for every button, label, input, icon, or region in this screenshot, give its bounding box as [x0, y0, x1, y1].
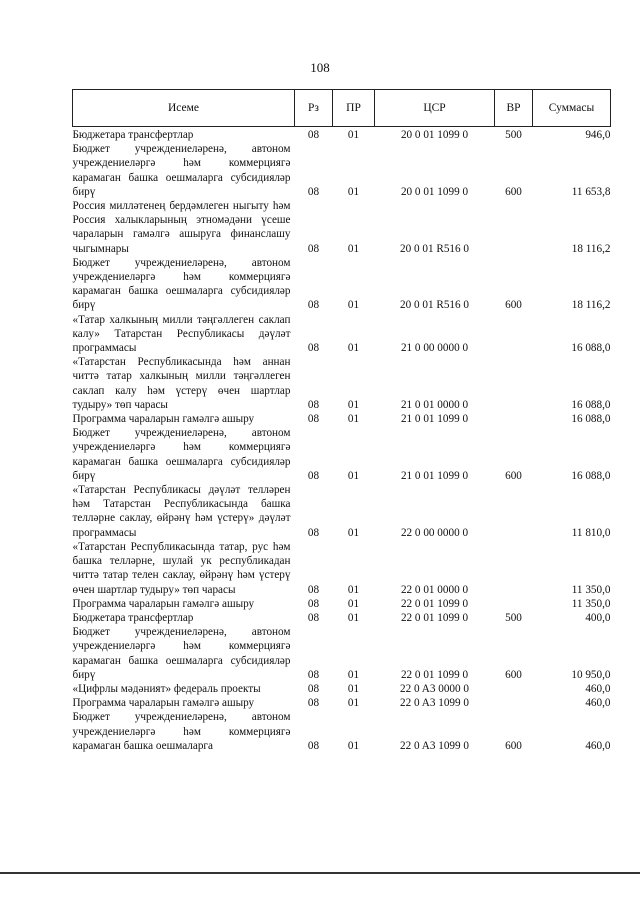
row-pr: 01	[347, 583, 360, 596]
row-pr: 01	[347, 668, 360, 681]
row-rz: 08	[307, 129, 320, 141]
row-csr: 22 0 01 1099 0	[400, 668, 469, 681]
row-name: Бюджет учреждениеләренә, автоном учреждениеләргә һәм коммерциягә карамаган башка оешмаларга	[72, 711, 291, 752]
table-row	[73, 426, 611, 483]
row-name: «Татар халкының милли тәңгәллеген саклап калу» Татарстан Республикасы дәүләт программасы	[72, 313, 291, 355]
row-name: Россия милләтенең бердәмлеген ныгыту һәм Россия халыкларының этномәдәни үсеше чараларын гамәлгә ашыруга финанслашу чыгымнары	[72, 200, 291, 255]
row-sum: 11 653,8	[571, 185, 611, 198]
row-sum: 16 088,0	[571, 413, 611, 426]
row-csr: 21 0 01 1099 0	[400, 413, 469, 426]
row-sum: 18 116,2	[571, 242, 611, 255]
table-row	[73, 597, 611, 611]
row-rz: 08	[307, 697, 320, 710]
row-csr: 22 0 A3 1099 0	[400, 739, 469, 752]
row-name: Программа чараларын гамәлгә ашыру	[72, 597, 255, 610]
header-pr: ПР	[333, 90, 375, 127]
row-vr	[495, 313, 533, 356]
row-csr: 22 0 01 1099 0	[400, 611, 469, 624]
row-vr	[495, 696, 533, 710]
row-vr: 600	[505, 185, 522, 198]
row-rz: 08	[307, 413, 320, 426]
row-pr: 01	[347, 739, 360, 752]
table-row	[73, 540, 611, 597]
table-row	[73, 142, 611, 199]
row-sum: 400,0	[585, 611, 611, 624]
row-csr: 21 0 01 1099 0	[400, 469, 469, 482]
row-name: Бюджет учреждениеләренә, автоном учреждениеләргә һәм коммерциягә карамаган башка оешмаларга субсидияләр бирү	[72, 143, 291, 198]
row-vr: 500	[505, 611, 522, 624]
row-sum: 460,0	[585, 682, 611, 695]
table-row	[73, 355, 611, 412]
page-number: 108	[310, 60, 330, 75]
row-pr: 01	[347, 469, 360, 482]
row-csr: 20 0 01 R516 0	[400, 299, 469, 312]
table-header-row	[73, 90, 611, 127]
row-sum: 460,0	[585, 697, 611, 710]
row-pr: 01	[347, 129, 360, 141]
row-rz: 08	[307, 611, 320, 624]
row-rz: 08	[307, 398, 320, 411]
table-row	[73, 625, 611, 682]
row-csr: 20 0 01 1099 0	[400, 129, 469, 141]
row-vr	[495, 540, 533, 597]
table-row	[73, 710, 611, 753]
row-name: «Цифрлы мәдәният» федераль проекты	[72, 682, 261, 695]
row-name: Бюджет учреждениеләренә, автоном учреждениеләргә һәм коммерциягә карамаган башка оешмаларга субсидияләр бирү	[72, 256, 291, 312]
table-row	[73, 127, 611, 143]
row-sum: 460,0	[585, 739, 611, 752]
table-row	[73, 696, 611, 710]
row-vr: 500	[505, 129, 522, 141]
table-row	[73, 412, 611, 426]
row-pr: 01	[347, 697, 360, 710]
row-pr: 01	[347, 299, 360, 312]
row-sum: 11 350,0	[571, 583, 611, 596]
row-csr: 20 0 01 1099 0	[400, 185, 469, 198]
row-name: Бюджет учреждениеләренә, автоном учреждениеләргә һәм коммерциягә карамаган башка оешмаларга субсидияләр бирү	[72, 626, 291, 681]
row-rz: 08	[307, 299, 320, 312]
row-sum: 18 116,2	[571, 299, 611, 312]
row-pr: 01	[347, 242, 360, 255]
header-sum: Суммасы	[533, 90, 611, 127]
row-csr: 22 0 A3 0000 0	[400, 682, 469, 695]
row-sum: 16 088,0	[571, 398, 611, 411]
row-name: Программа чараларын гамәлгә ашыру	[72, 697, 255, 710]
row-csr: 21 0 01 0000 0	[400, 398, 469, 411]
row-vr: 600	[505, 668, 522, 681]
row-pr: 01	[347, 413, 360, 426]
row-rz: 08	[307, 682, 320, 695]
row-vr	[495, 483, 533, 540]
table-row	[73, 682, 611, 696]
row-name: Бюджет учреждениеләренә, автоном учреждениеләргә һәм коммерциягә карамаган башка оешмаларга субсидияләр бирү	[72, 427, 291, 482]
budget-table	[72, 89, 611, 753]
row-vr	[495, 682, 533, 696]
row-vr	[495, 412, 533, 426]
row-sum: 946,0	[585, 129, 611, 141]
row-rz: 08	[307, 469, 320, 482]
row-pr: 01	[347, 398, 360, 411]
row-csr: 21 0 00 0000 0	[400, 342, 469, 355]
row-sum: 16 088,0	[571, 469, 611, 482]
row-vr: 600	[505, 299, 522, 312]
row-rz: 08	[307, 185, 320, 198]
table-row	[73, 611, 611, 625]
bottom-rule	[0, 872, 640, 874]
row-pr: 01	[347, 526, 360, 539]
row-csr: 22 0 01 1099 0	[400, 597, 469, 610]
row-name: «Татарстан Республикасында татар, рус һәм башка телләрне, шулай ук республикадан читтә татар телен саклау, өйрәнү һәм үстерү өчен шартлар тудыру» төп чарасы	[72, 540, 291, 596]
row-sum: 16 088,0	[571, 342, 611, 355]
row-sum: 11 350,0	[571, 597, 611, 610]
header-name: Исеме	[73, 90, 295, 127]
row-sum: 11 810,0	[571, 526, 611, 539]
row-rz: 08	[307, 739, 320, 752]
table-row	[73, 256, 611, 313]
row-vr: 600	[505, 469, 522, 482]
row-name: «Татарстан Республикасы дәүләт телләрен һәм Татарстан Республикасында башка телләрне саклау, өйрәнү һәм үстерү» дәүләт программасы	[72, 484, 291, 539]
row-csr: 20 0 01 R516 0	[400, 242, 469, 255]
row-rz: 08	[307, 342, 320, 355]
row-rz: 08	[307, 597, 320, 610]
row-pr: 01	[347, 682, 360, 695]
row-csr: 22 0 00 0000 0	[400, 526, 469, 539]
row-vr	[495, 355, 533, 412]
row-name: Бюджетара трансфертлар	[72, 611, 194, 624]
row-vr	[495, 199, 533, 256]
row-pr: 01	[347, 185, 360, 198]
row-pr: 01	[347, 597, 360, 610]
table-row	[73, 483, 611, 540]
table-row	[73, 199, 611, 256]
row-vr: 600	[505, 739, 522, 752]
row-pr: 01	[347, 611, 360, 624]
table-row	[73, 313, 611, 356]
row-name: Программа чараларын гамәлгә ашыру	[72, 413, 255, 426]
header-rz: Рз	[295, 90, 333, 127]
row-csr: 22 0 01 0000 0	[400, 583, 469, 596]
row-csr: 22 0 A3 1099 0	[400, 697, 469, 710]
row-name: «Татарстан Республикасында һәм аннан читтә татар халкының милли тәңгәллеген саклап калу һәм үстерү өчен шартлар тудыру» төп чарасы	[72, 356, 291, 411]
header-csr: ЦСР	[375, 90, 495, 127]
row-rz: 08	[307, 526, 320, 539]
row-vr	[495, 597, 533, 611]
row-sum: 10 950,0	[571, 668, 611, 681]
row-rz: 08	[307, 242, 320, 255]
row-rz: 08	[307, 583, 320, 596]
row-pr: 01	[347, 342, 360, 355]
header-vr: ВР	[495, 90, 533, 127]
row-rz: 08	[307, 668, 320, 681]
row-name: Бюджетара трансфертлар	[72, 129, 194, 141]
